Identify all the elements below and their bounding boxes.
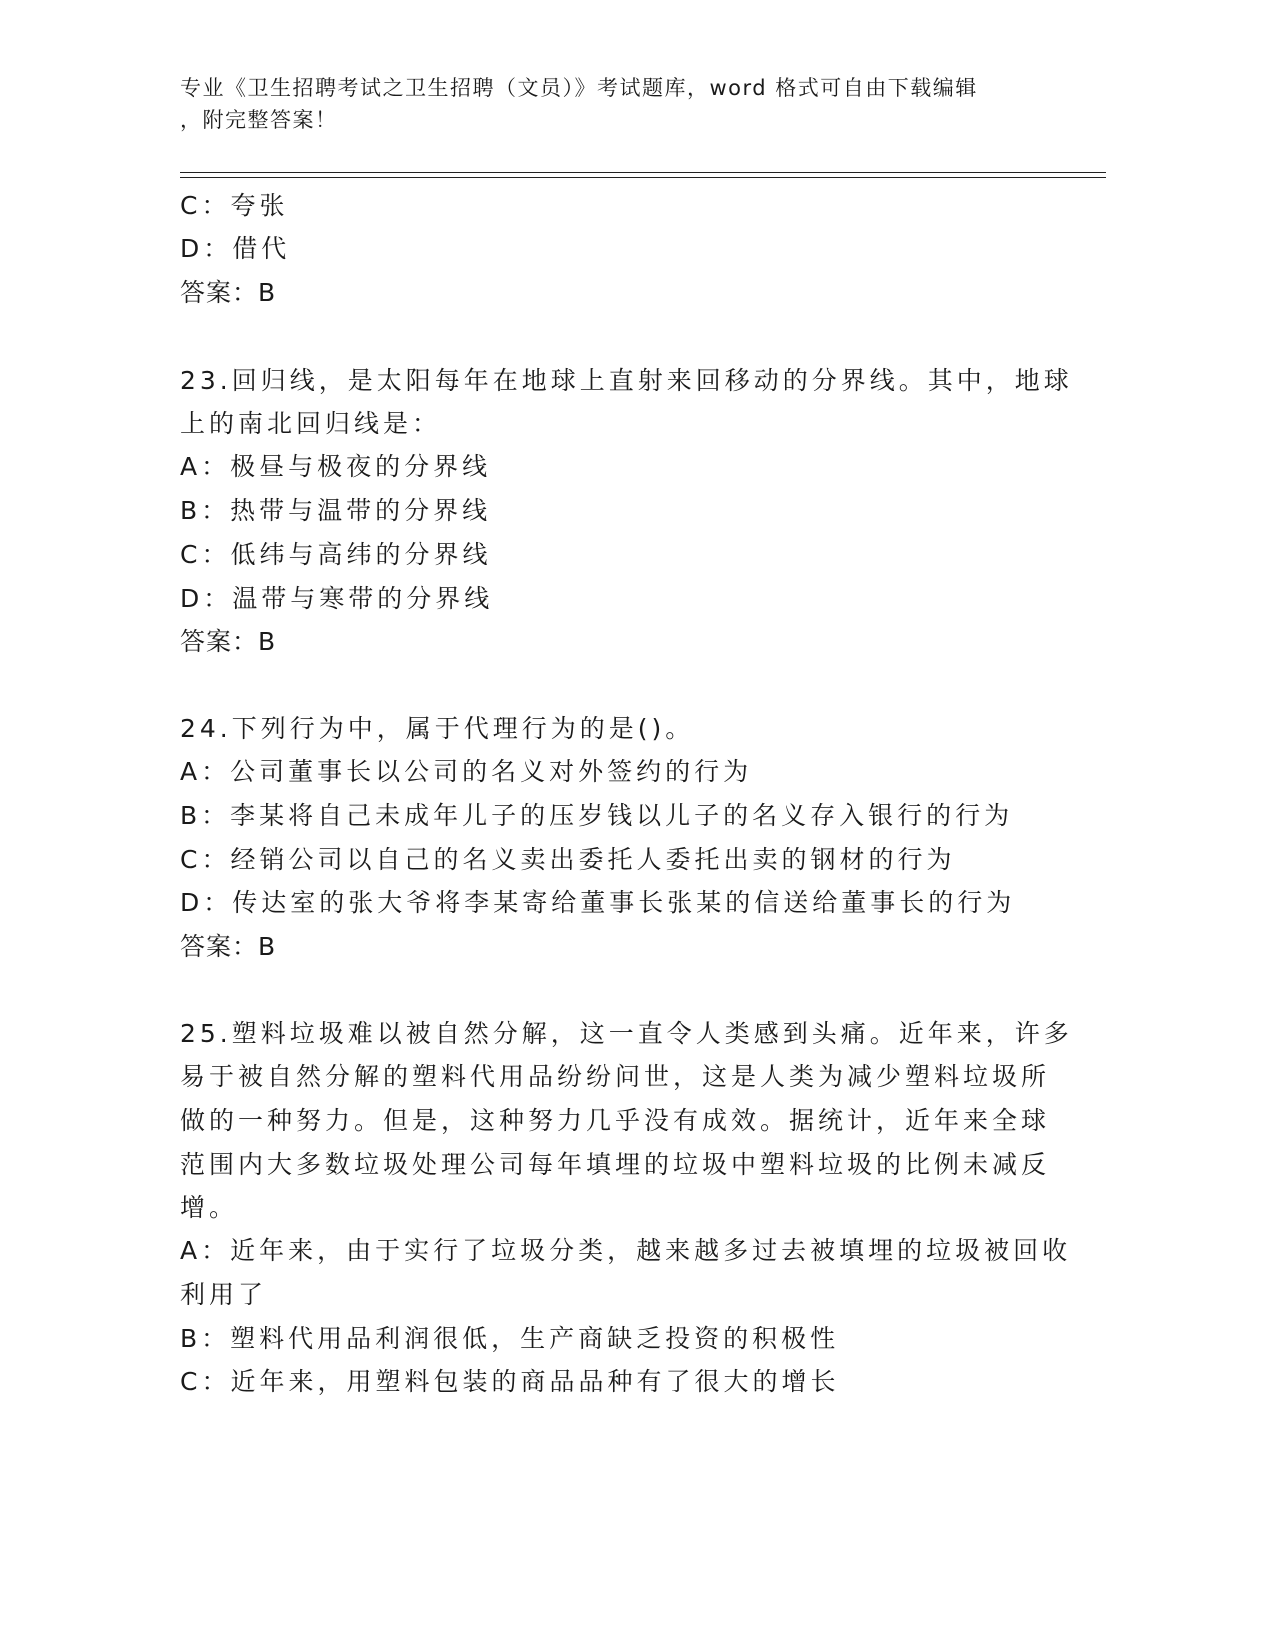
- header-divider-top: [180, 172, 1106, 173]
- q23-option-a: A：极昼与极夜的分界线: [180, 452, 492, 481]
- q24-option-c: C：经销公司以自己的名义卖出委托人委托出卖的钢材的行为: [180, 845, 956, 874]
- q23-stem-line-1: 23.回归线，是太阳每年在地球上直射来回移动的分界线。其中，地球: [180, 366, 1073, 395]
- q24-answer: 答案：B: [180, 932, 277, 961]
- q24-option-b: B：李某将自己未成年儿子的压岁钱以儿子的名义存入银行的行为: [180, 801, 1014, 830]
- q23-option-c: C：低纬与高纬的分界线: [180, 540, 492, 569]
- header-text-line-1: 专业《卫生招聘考试之卫生招聘（文员）》考试题库，word 格式可自由下载编辑: [180, 76, 978, 100]
- q23-answer: 答案：B: [180, 627, 277, 656]
- document-header: [180, 72, 1060, 136]
- q25-stem-line-1: 25.塑料垃圾难以被自然分解，这一直令人类感到头痛。近年来，许多: [180, 1019, 1073, 1048]
- q25-option-a-line-1: A：近年来，由于实行了垃圾分类，越来越多过去被填埋的垃圾被回收: [180, 1236, 1072, 1265]
- q23-stem-line-2: 上的南北回归线是：: [180, 409, 442, 438]
- q25-stem-line-3: 做的一种努力。但是，这种努力几乎没有成效。据统计，近年来全球: [180, 1106, 1051, 1135]
- q22-option-c: C：夸张: [180, 191, 289, 220]
- q25-option-c: C：近年来，用塑料包装的商品品种有了很大的增长: [180, 1367, 840, 1396]
- q25-stem-line-4: 范围内大多数垃圾处理公司每年填埋的垃圾中塑料垃圾的比例未减反: [180, 1150, 1051, 1179]
- header-divider-bottom: [180, 177, 1106, 178]
- q25-stem-line-2: 易于被自然分解的塑料代用品纷纷问世，这是人类为减少塑料垃圾所: [180, 1062, 1051, 1091]
- q25-option-b: B：塑料代用品利润很低，生产商缺乏投资的积极性: [180, 1324, 840, 1353]
- q23-option-d: D：温带与寒带的分界线: [180, 584, 494, 613]
- q24-option-a: A：公司董事长以公司的名义对外签约的行为: [180, 757, 753, 786]
- q23-option-b: B：热带与温带的分界线: [180, 496, 492, 525]
- header-text-line-2: ，附完整答案！: [180, 108, 338, 132]
- q25-stem-line-5: 增。: [180, 1193, 239, 1222]
- q22-answer: 答案：B: [180, 278, 277, 307]
- q25-option-a-line-2: 利用了: [180, 1280, 268, 1309]
- q24-stem-line-1: 24.下列行为中，属于代理行为的是()。: [180, 714, 695, 743]
- q22-option-d: D：借代: [180, 234, 291, 263]
- q24-option-d: D：传达室的张大爷将李某寄给董事长张某的信送给董事长的行为: [180, 888, 1016, 917]
